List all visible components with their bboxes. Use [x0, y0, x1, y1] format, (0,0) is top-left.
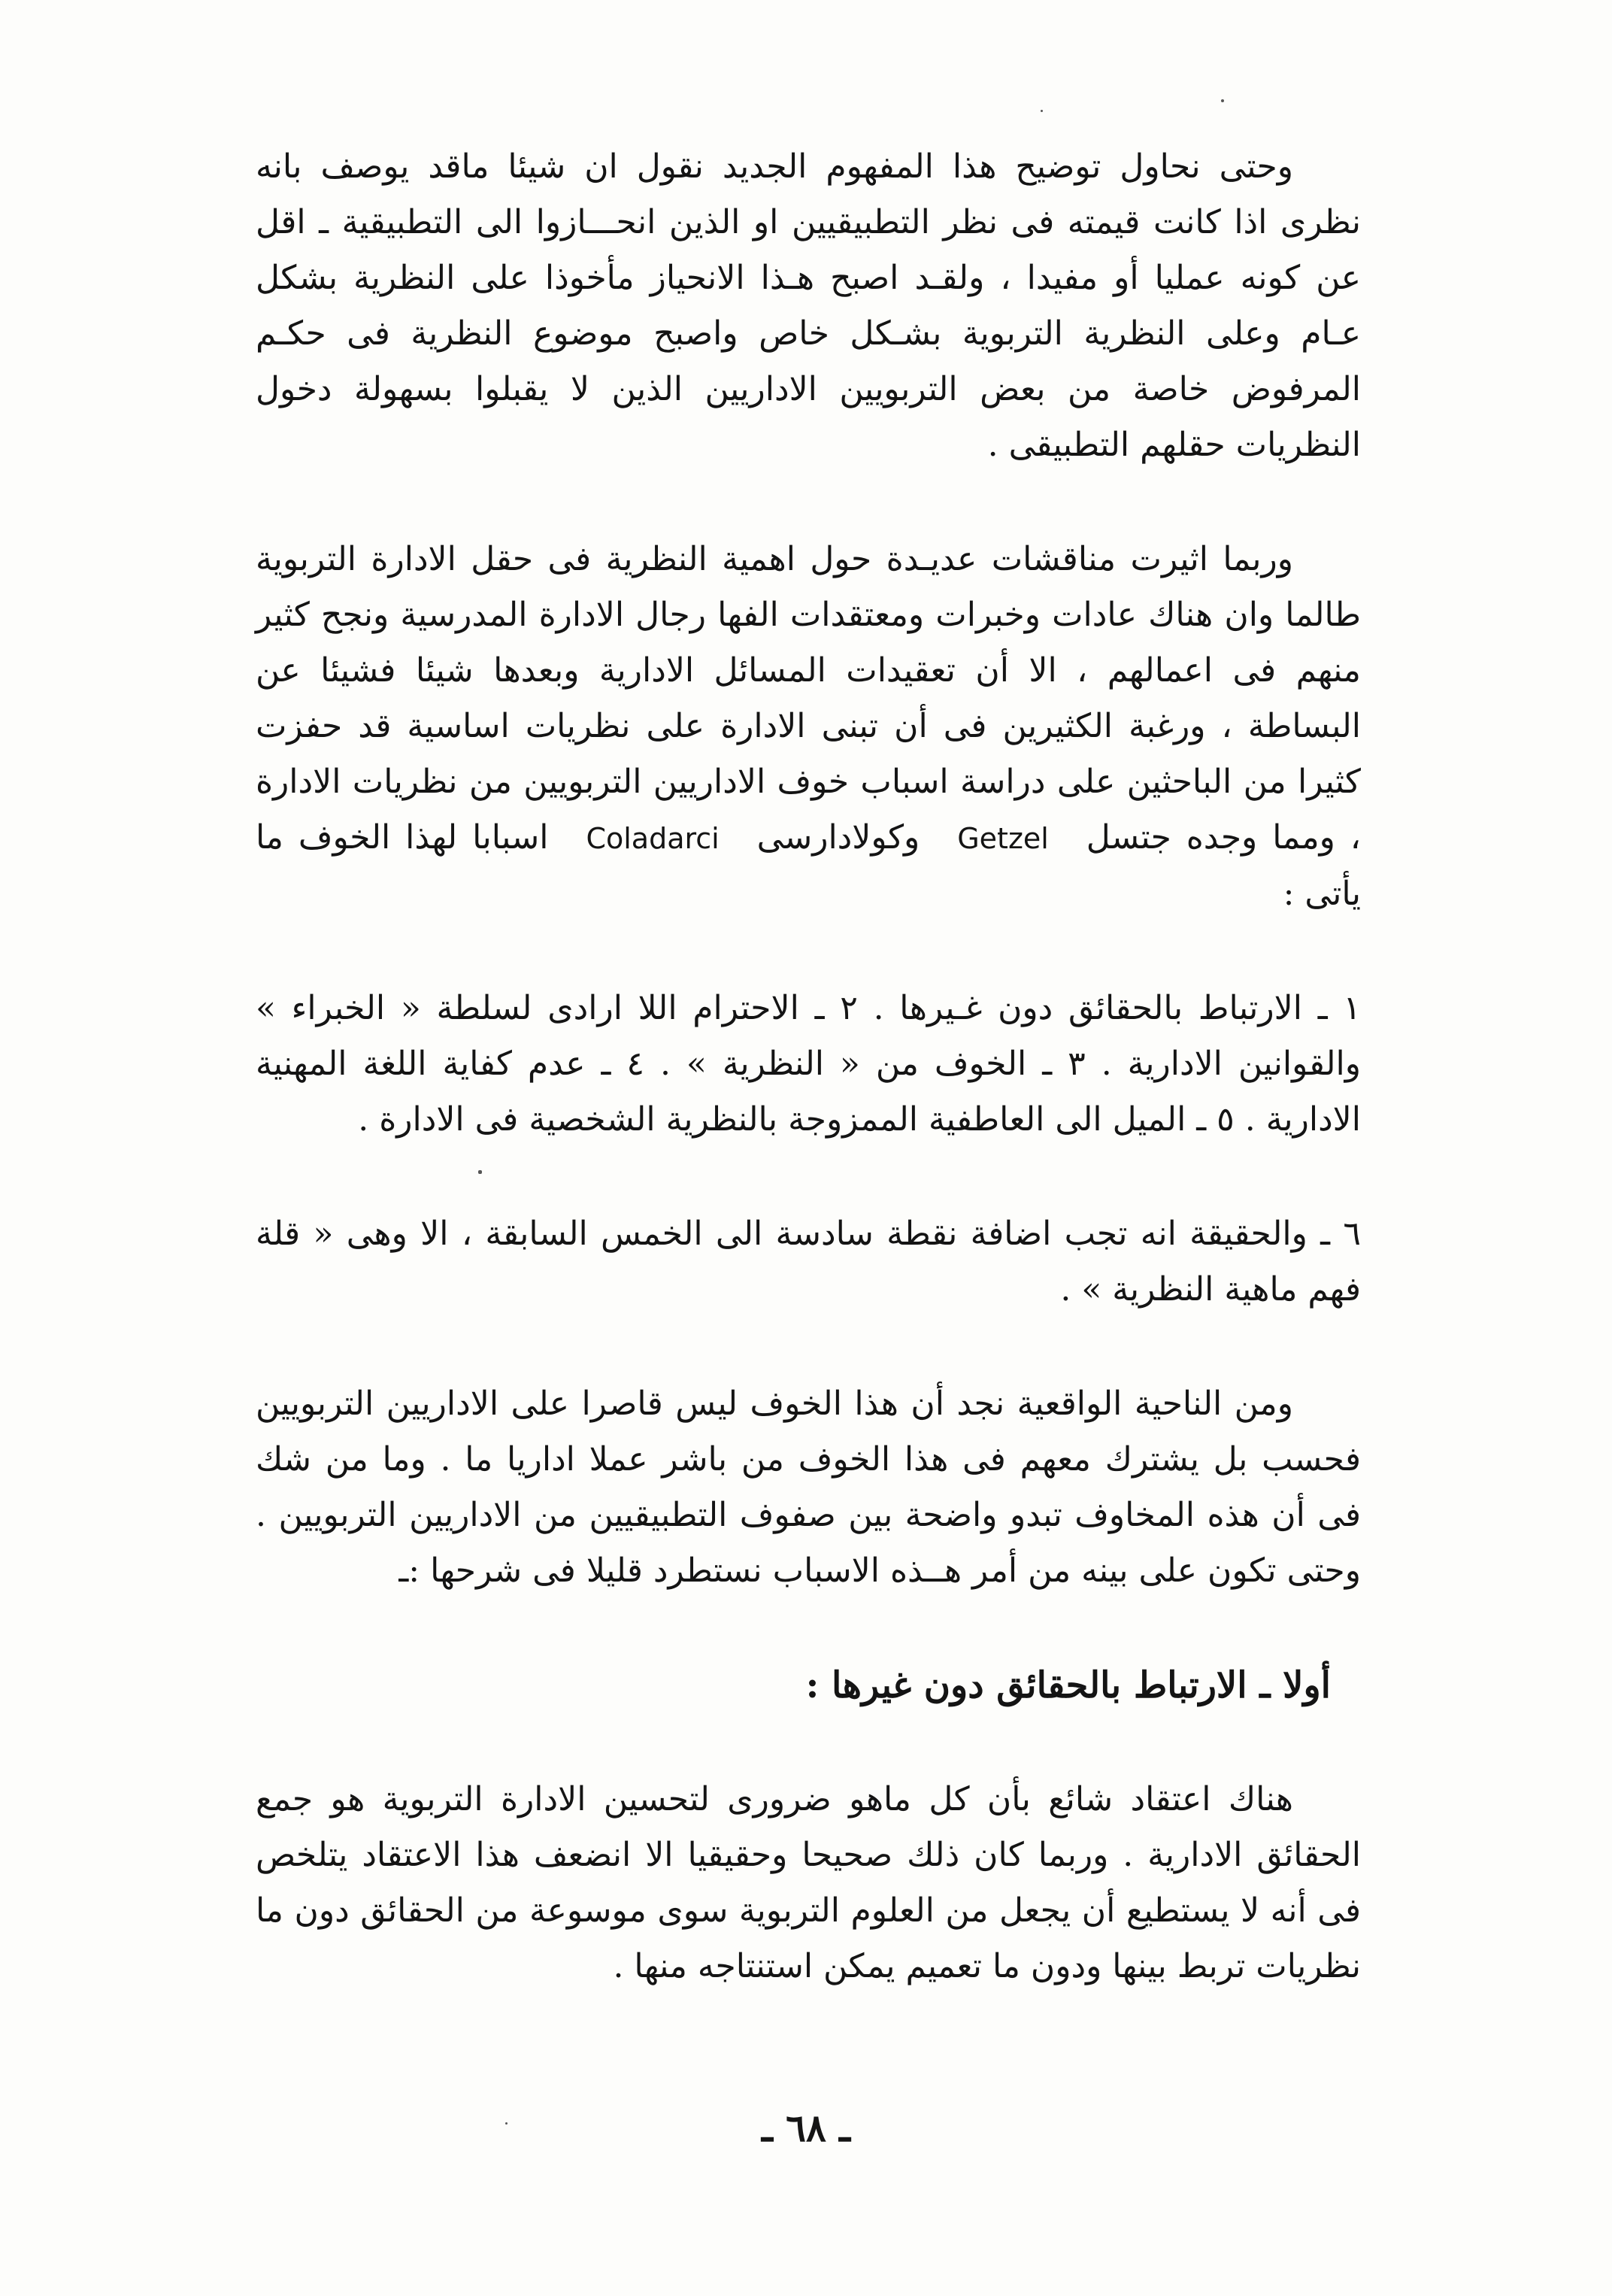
paragraph-point-six: ٦ ـ والحقيقة انه تجب اضافة نقطة سادسة الى الخمس السابقة ، الا وهى « قلة فهم ماهية النظرية » . [256, 1215, 1361, 1309]
paragraph-facts-belief: هناك اعتقاد شائع بأن كل ماهو ضرورى لتحسين الادارة التربوية هو جمع الحقائق الادارية . وربما كان ذلك صحيحا وحقيقيا الا انضعف هذا الاعتقاد يتلخص فى أنه لا يستطيع أن يجعل من العلوم التربوية سوى موسوعة من الحقائق دون ما نظريات تربط بينها ودون ما تعميم يمكن استنتاجه منها . [256, 1780, 1361, 1985]
page-number: ـ ٦٨ ـ [762, 2106, 850, 2150]
paragraph-theory-definition: وحتى نحاول توضيح هذا المفهوم الجديد نقول ان شيئا ماقد يوصف بانه نظرى اذا كانت قيمته فى نظر التطبيقيين او الذين انحـــازوا الى التطبيقية ـ اقل عن كونه عمليا أو مفيدا ، ولقـد اصبح هـذا الانحياز مأخوذا على النظرية بشكل عـام وعلى النظرية التربوية بشـكل خاص واصبح موضوع النظرية فى حكـم المرفوض خاصة من بعض التربويين الاداريين الذين لا يقبلوا بسهولة دخول النظريات حقلهم التطبيقى . [256, 147, 1361, 464]
paragraph-practical-reality: ومن الناحية الواقعية نجد أن هذا الخوف ليس قاصرا على الاداريين التربويين فحسب بل يشترك معهم فى هذا الخوف من باشر عملا اداريا ما . وما من شك فى أن هذه المخاوف تبدو واضحة بين صفوف التطبيقيين من الاداريين التربويين . وحتى تكون على بينه من أمر هــذه الاسباب نستطرد قليلا فى شرحها :ـ [256, 1385, 1361, 1590]
paragraph-theory-importance-cont: وكولادارسى [756, 818, 920, 857]
body-text [256, 139, 1361, 2053]
scan-speck [1041, 110, 1043, 112]
section-heading-first: أولا ـ الارتباط بالحقائق دون غيرها : [805, 1664, 1331, 1706]
paragraph-fear-reasons-list: ١ ـ الارتباط بالحقائق دون غـيرها . ٢ ـ الاحترام اللا ارادى لسلطة « الخبراء » والقوانين الادارية . ٣ ـ الخوف من « النظرية » . ٤ ـ عدم كفاية اللغة المهنية الادارية . ٥ ـ الميل الى العاطفية الممزوجة بالنظرية الشخصية فى الادارة . [256, 989, 1361, 1139]
paragraph-theory-importance-text: وربما اثيرت مناقشات عديـدة حول اهمية النظرية فى حقل الادارة التربوية طالما وان هناك عادات وخبرات ومعتقدات الفها رجال الادارة المدرسية ونجح كثير منهم فى اعمالهم ، الا أن تعقيدات المسائل الادارية وبعدها شيئا فشيئا عن البساطة ، ورغبة الكثيرين فى أن تبنى الادارة على نظريات اساسية قد حفزت كثيرا من الباحثين على دراسة اسباب خوف الاداريين التربويين من نظريات الادارة ، ومما وجده جتسل [256, 540, 1361, 857]
paragraph-theory-importance [256, 532, 1361, 922]
paragraph-theory-importance-end: اسبابا لهذا الخوف ما يأتى : [256, 818, 1361, 913]
latin-name-getzel: Getzel [957, 822, 1049, 855]
scan-speck [1221, 99, 1224, 102]
latin-name-coladarci: Coladarci [586, 822, 720, 855]
